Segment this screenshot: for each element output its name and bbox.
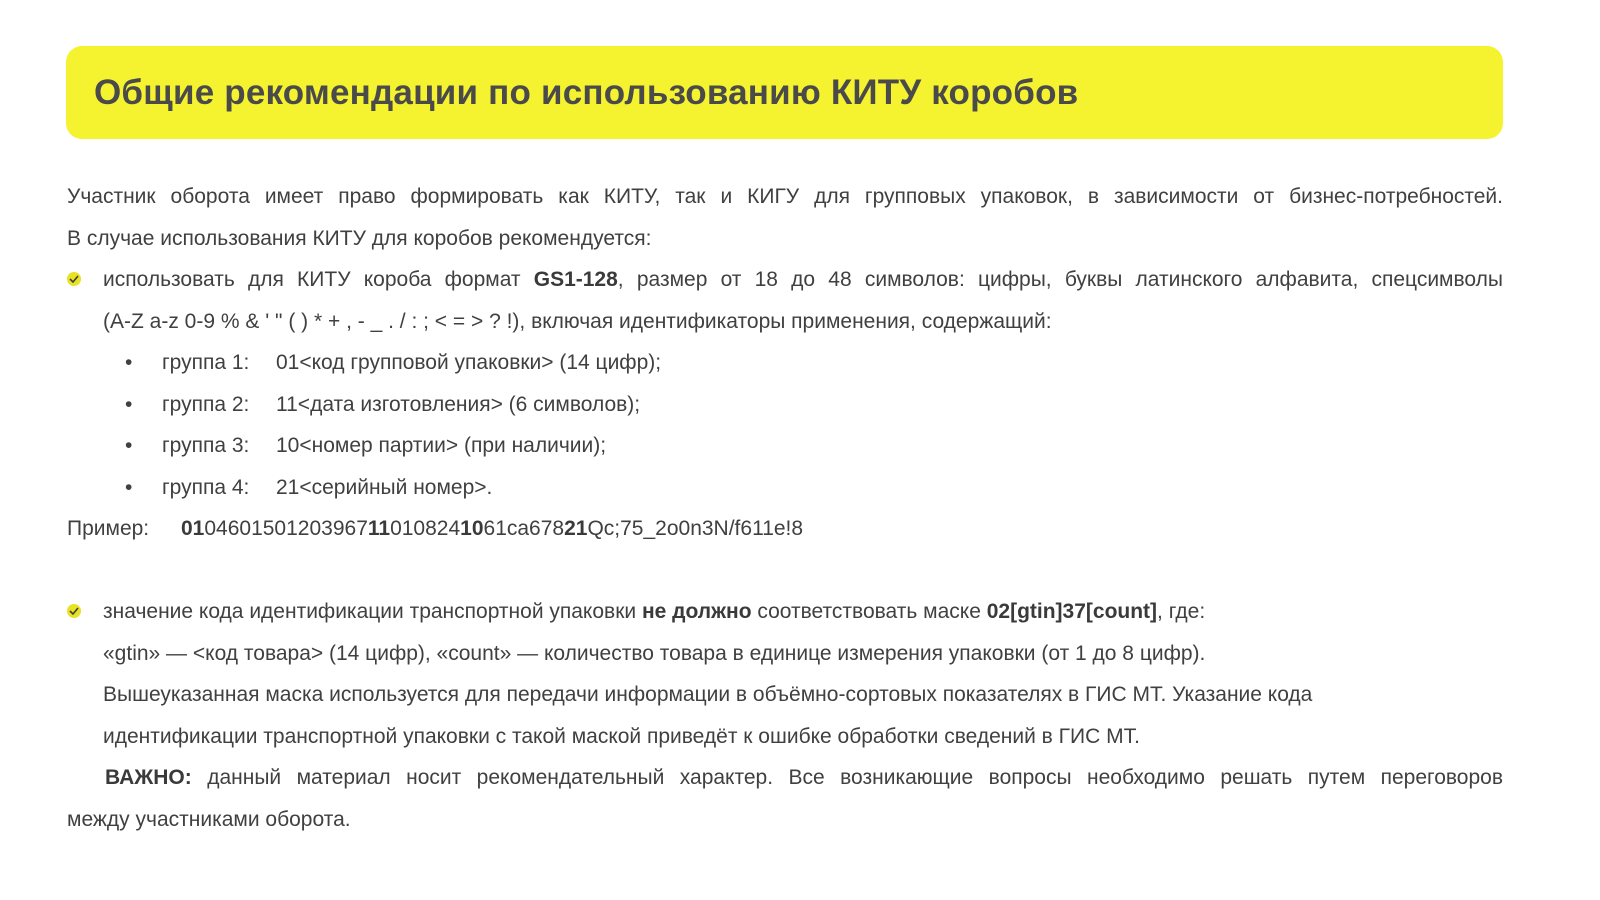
group-value: 11<дата изготовления> (6 символов); <box>276 392 641 416</box>
title-banner <box>66 46 1503 139</box>
group-list <box>67 342 1503 508</box>
group-value: 10<номер партии> (при наличии); <box>276 434 607 457</box>
important-line-2: между участниками оборота. <box>67 807 351 831</box>
bullet-icon: • <box>125 475 133 499</box>
list-item <box>67 425 1503 467</box>
check-icon <box>67 272 81 286</box>
example-date: 010824 <box>390 517 461 540</box>
intro-line-1: Участник оборота имеет право формировать как КИТУ, так и КИГУ для групповых упаковок, в зависимости от бизнес-потребностей. <box>67 185 1503 208</box>
example-batch: 61ca678 <box>483 517 565 540</box>
important-label: ВАЖНО: <box>105 766 192 789</box>
bullet-icon: • <box>125 392 133 416</box>
group-label: группа 4: <box>162 475 250 499</box>
rec1-text-a: использовать для КИТУ короба формат <box>103 268 534 291</box>
important-text-a: данный материал носит рекомендательный характер. Все возникающие вопросы необходимо решать путем переговоров <box>191 766 1503 789</box>
example-ai-11: 11 <box>367 517 391 540</box>
spacer <box>67 550 1503 592</box>
list-item <box>67 384 1503 426</box>
recommendation-1-line-2: (A-Z a-z 0-9 % & ' " ( ) * + , - _ . / : ; < = > ? !), включая идентификаторы применения, содержащий: <box>103 309 1052 333</box>
important-line-1 <box>67 757 1503 799</box>
group-value: 21<серийный номер>. <box>276 475 493 499</box>
format-name: GS1-128 <box>533 268 618 291</box>
rec2-text-a: значение кода идентификации транспортной упаковки <box>103 600 642 623</box>
rec2-text-b: соответствовать маске <box>751 600 987 623</box>
rec2-text-c: , где: <box>1157 600 1206 623</box>
recommendation-2-line-1 <box>103 591 1503 633</box>
example-ai-01: 01 <box>181 517 205 540</box>
group-label: группа 2: <box>162 392 250 416</box>
bullet-icon: • <box>125 434 133 457</box>
rec2-bold-not: не должно <box>641 600 752 623</box>
example-gtin: 04601501203967 <box>204 517 368 540</box>
recommendation-2-line-3: Вышеуказанная маска используется для передачи информации в объёмно-сортовых показателях в ГИС МТ. Указание кода <box>103 683 1313 706</box>
group-value: 01<код групповой упаковки> (14 цифр); <box>276 351 662 374</box>
list-item <box>67 342 1503 384</box>
recommendation-2-line-4: идентификации транспортной упаковки с такой маской приведёт к ошибке обработки сведений в ГИС МТ. <box>103 724 1140 748</box>
content-body <box>67 176 1503 840</box>
example-ai-21: 21 <box>564 517 588 540</box>
example-label: Пример: <box>67 517 150 540</box>
recommendation-2 <box>67 591 1503 757</box>
rec1-text-b: , размер от 18 до 48 символов: цифры, буквы латинского алфавита, спецсимволы <box>617 268 1503 291</box>
example-ai-10: 10 <box>460 517 484 540</box>
group-label: группа 3: <box>162 434 250 457</box>
intro-line-2: В случае использования КИТУ для коробов рекомендуется: <box>67 226 652 250</box>
rec2-mask: 02[gtin]37[count] <box>986 600 1158 623</box>
bullet-icon: • <box>125 351 133 374</box>
recommendation-2-line-2: «gtin» — <код товара> (14 цифр), «count» — количество товара в единице измерения упаковки (от 1 до 8 цифр). <box>103 641 1206 665</box>
group-label: группа 1: <box>162 351 250 374</box>
list-item <box>67 467 1503 509</box>
check-icon <box>67 604 81 618</box>
recommendation-1-line-1 <box>103 259 1503 301</box>
example-line <box>67 508 1503 550</box>
example-serial: Qc;75_2o0n3N/f611e!8 <box>587 517 804 540</box>
recommendation-1 <box>67 259 1503 342</box>
page-title: Общие рекомендации по использованию КИТУ коробов <box>94 72 1079 112</box>
